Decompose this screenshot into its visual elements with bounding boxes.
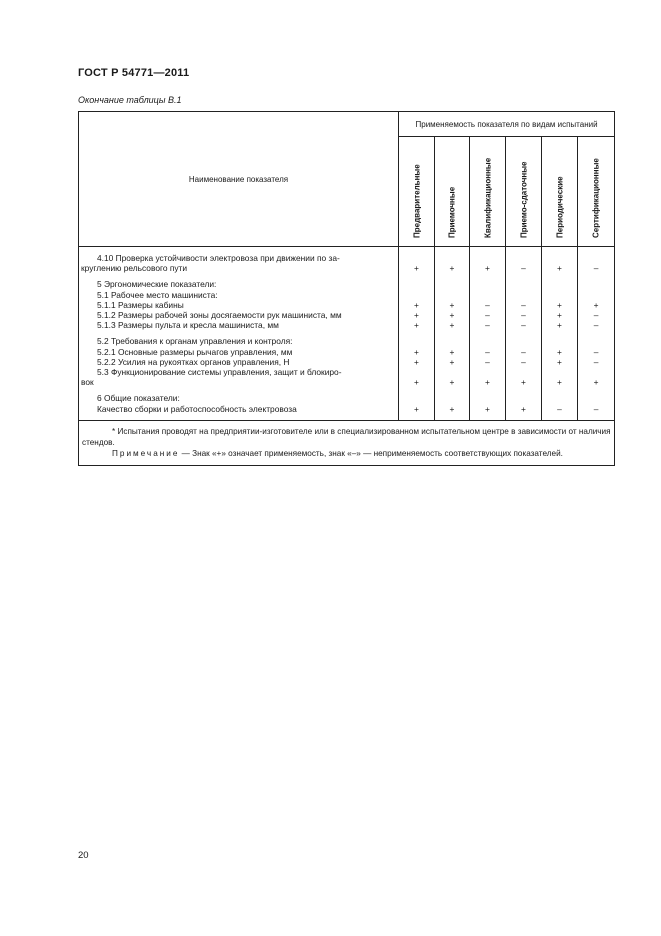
cell-value: + [399,310,435,320]
cell-value: + [470,377,506,387]
table-row [79,290,615,300]
cell-value: + [578,377,615,387]
table-row [79,367,615,377]
note-text: — Знак «+» означает применяемость, знак «–» — неприменяемость соответствующих показателей. [179,448,563,458]
cell-value: – [506,300,542,310]
cell-value: + [435,263,470,273]
table-row [79,393,615,403]
cell-value: + [542,300,578,310]
column-header-delivery: Приемо-сдаточные [506,137,542,247]
cell-value: + [542,320,578,330]
cell-value: + [435,320,470,330]
cell-value: + [542,357,578,367]
cell-value: – [506,357,542,367]
table-row [79,279,615,289]
column-header-name: Наименование показателя [79,112,399,247]
cell-value: – [470,300,506,310]
table-row [79,320,615,330]
cell-value: + [435,404,470,414]
cell-value: + [470,263,506,273]
cell-value: + [506,377,542,387]
cell-value: + [435,357,470,367]
table-caption: Окончание таблицы В.1 [78,95,182,105]
cell-value: + [435,310,470,320]
cell-value: + [542,263,578,273]
cell-value: – [506,347,542,357]
table-row [79,310,615,320]
row-label: 5.2.2 Усилия на рукоятках органов управления, Н [79,357,399,367]
cell-value: – [578,404,615,414]
cell-value: + [399,263,435,273]
table-row [79,377,615,387]
row-label: 5.1.1 Размеры кабины [79,300,399,310]
table-row [79,357,615,367]
row-label: 5.1.2 Размеры рабочей зоны досягаемости рук машиниста, мм [79,310,399,320]
row-label: 5.2.1 Основные размеры рычагов управления, мм [79,347,399,357]
cell-value: + [470,404,506,414]
table-row [79,263,615,273]
row-label: круглению рельсового пути [79,263,399,273]
row-label: 5.1 Рабочее место машиниста: [79,290,399,300]
applicability-table [78,111,615,466]
table-row [79,347,615,357]
row-label: 5.1.3 Размеры пульта и кресла машиниста, мм [79,320,399,330]
cell-value: + [399,320,435,330]
cell-value: – [470,310,506,320]
table-row [79,336,615,346]
cell-value: – [578,310,615,320]
cell-value: – [542,404,578,414]
cell-value: + [399,377,435,387]
cell-value: + [435,300,470,310]
table-note [82,448,611,459]
row-label: 5.2 Требования к органам управления и контроля: [79,336,399,346]
cell-value: – [578,357,615,367]
cell-value: – [506,320,542,330]
cell-value: + [435,347,470,357]
row-label: 6 Общие показатели: [79,393,399,403]
column-header-qualification: Квалификационные [470,137,506,247]
table-row [79,253,615,263]
cell-value: + [506,404,542,414]
row-label: 4.10 Проверка устойчивости электровоза при движении по за- [79,253,399,263]
cell-value: + [542,347,578,357]
row-label: 5 Эргономические показатели: [79,279,399,289]
cell-value: + [399,357,435,367]
column-group-header: Применяемость показателя по видам испытаний [399,112,615,137]
cell-value: + [542,377,578,387]
footnote: * Испытания проводят на предприятии-изготовителе или в специализированном испытательном центре в зависимости от наличия стендов. [82,426,611,447]
column-header-certification: Сертификационные [578,137,615,247]
table-row [79,404,615,414]
column-header-periodic: Периодические [542,137,578,247]
cell-value: – [578,320,615,330]
cell-value: – [470,347,506,357]
page-number: 20 [78,850,89,861]
note-label: Примечание [112,448,180,458]
cell-value: + [399,347,435,357]
cell-value: – [506,263,542,273]
cell-value: + [542,310,578,320]
table-footnote-area [79,420,615,465]
row-label: 5.3 Функционирование системы управления, защит и блокиро- [79,367,399,377]
cell-value: – [506,310,542,320]
row-label: вок [79,377,399,387]
row-label: Качество сборки и работоспособность электровоза [79,404,399,414]
cell-value: + [435,377,470,387]
cell-value: – [578,347,615,357]
document-header: ГОСТ Р 54771—2011 [78,67,190,79]
cell-value: – [470,320,506,330]
cell-value: + [399,404,435,414]
cell-value: – [578,263,615,273]
column-header-preliminary: Предварительные [399,137,435,247]
cell-value: + [578,300,615,310]
table-row [79,300,615,310]
cell-value: + [399,300,435,310]
cell-value: – [470,357,506,367]
column-header-acceptance: Приемочные [435,137,470,247]
